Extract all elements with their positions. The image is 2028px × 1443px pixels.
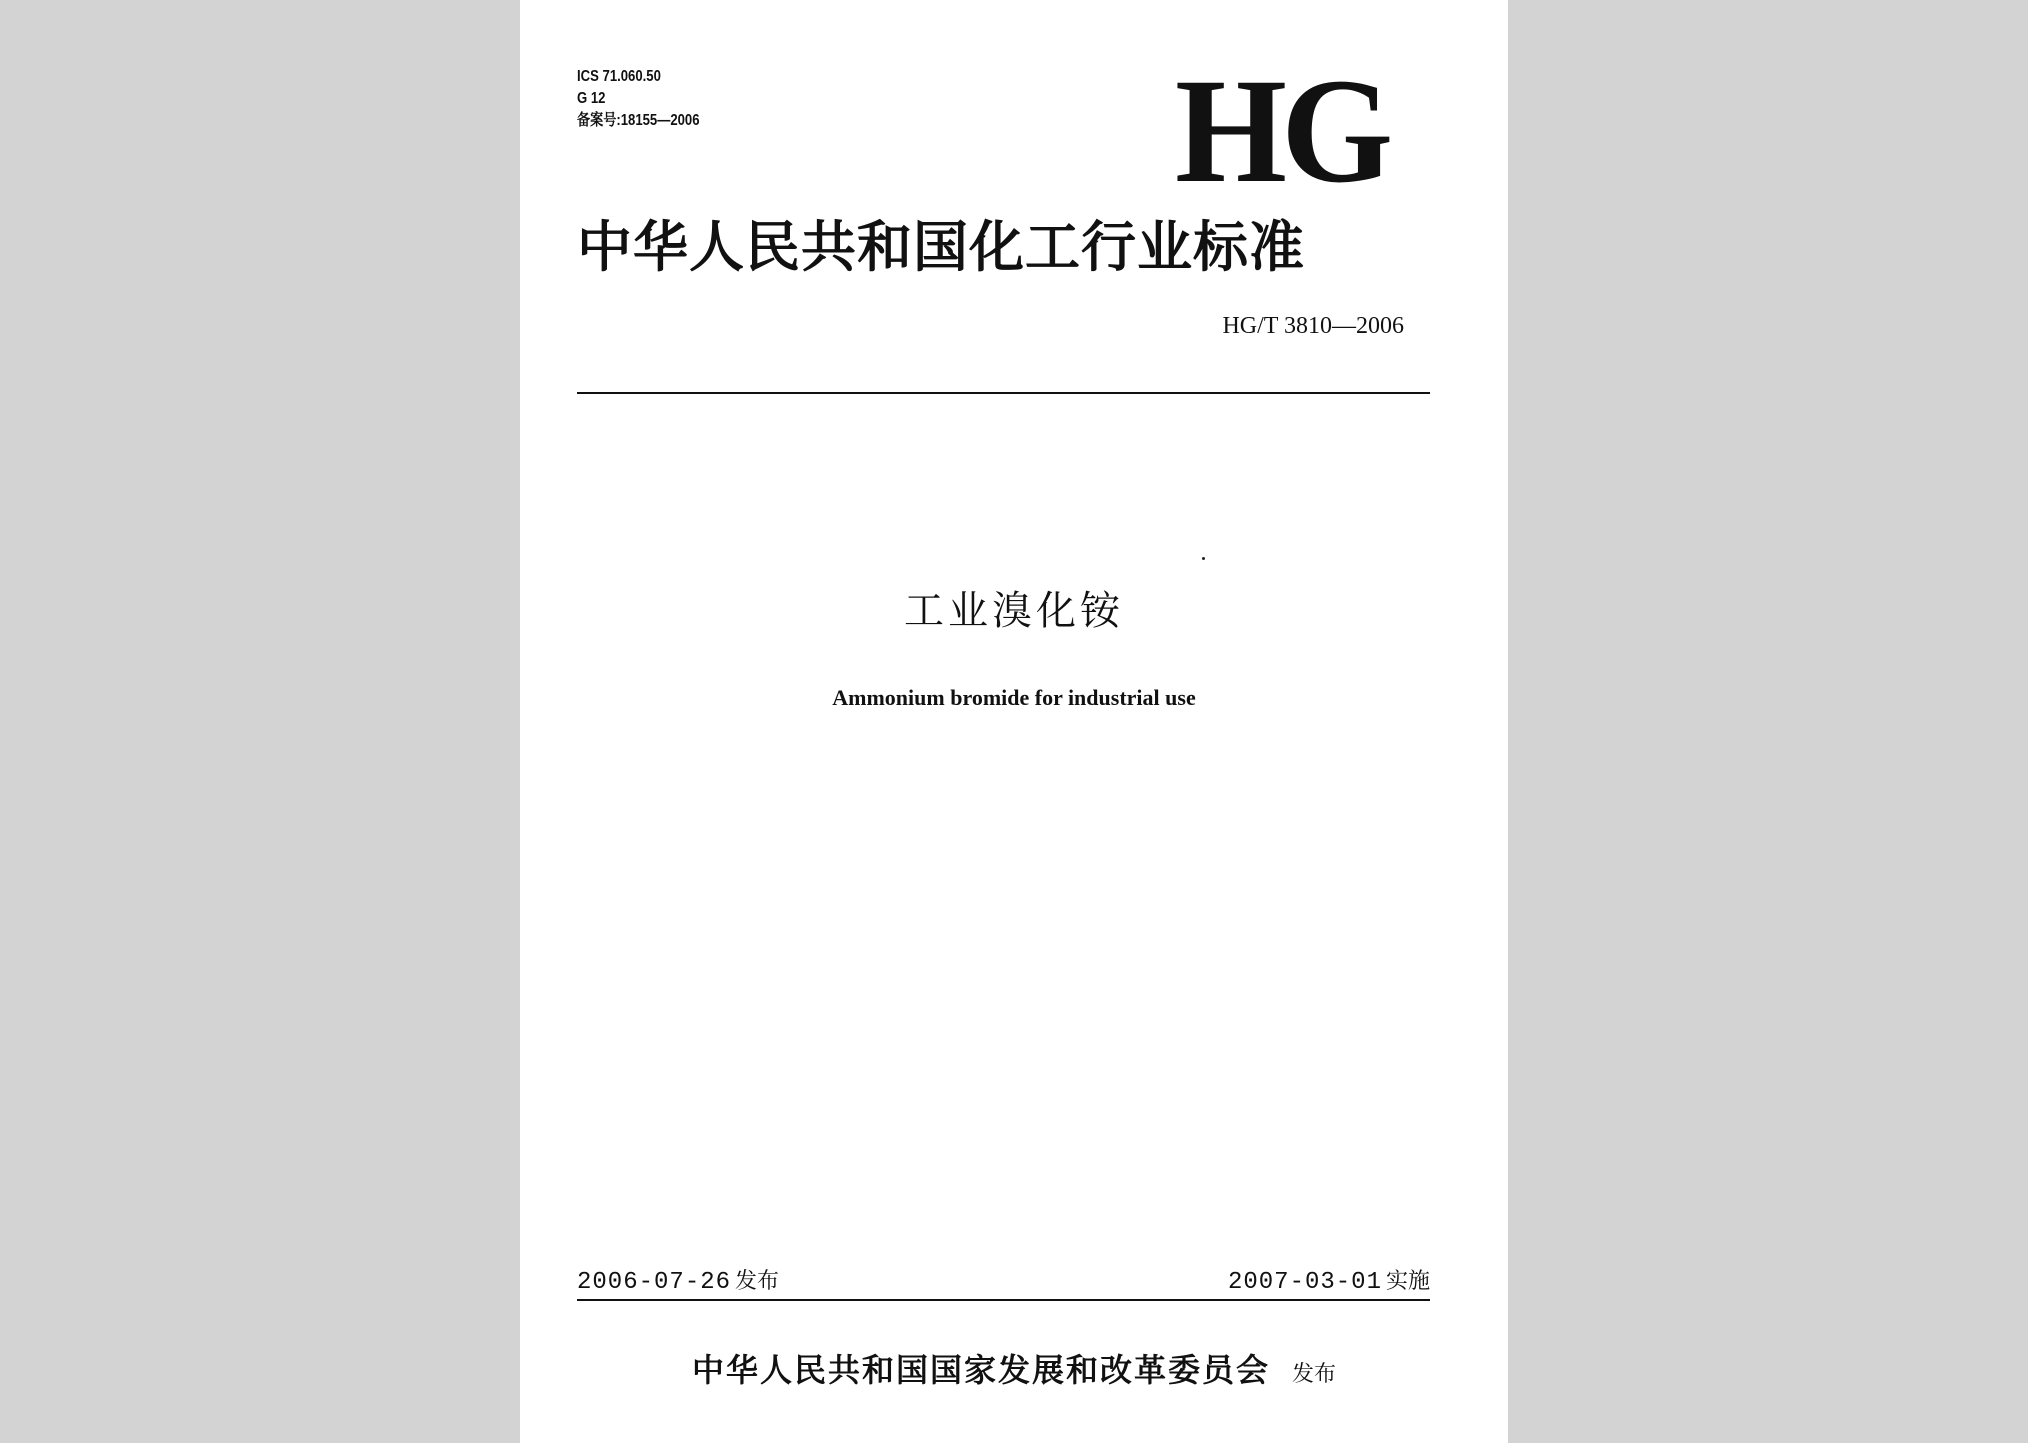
ccs-code: G 12 (577, 90, 606, 107)
top-divider (577, 392, 1430, 394)
issue-date: 2006-07-26 (577, 1269, 732, 1296)
hg-logo: HG (1175, 48, 1388, 214)
bottom-divider (577, 1299, 1430, 1301)
document-title-en: Ammonium bromide for industrial use (832, 685, 1196, 710)
effective-label: 实施 (1385, 1269, 1430, 1294)
effective-date: 2007-03-01 (1227, 1269, 1382, 1296)
ics-code: ICS 71.060.50 (577, 68, 661, 85)
issue-date-block (577, 1265, 779, 1298)
issue-label: 发布 (735, 1269, 780, 1294)
classification-block (577, 66, 700, 132)
standard-title: 中华人民共和国化工行业标准 (577, 215, 1306, 279)
filing-number: 备案号:18155—2006 (577, 112, 700, 129)
issuer-label: 发布 (1292, 1362, 1337, 1387)
document-title-cn: 工业溴化铵 (904, 588, 1124, 634)
document-page (520, 0, 1508, 1443)
standard-number: HG/T 3810—2006 (1222, 313, 1404, 339)
issuer-block (520, 1348, 1508, 1397)
effective-date-block (1228, 1265, 1430, 1298)
scan-speck (1202, 557, 1205, 560)
issuer-name: 中华人民共和国国家发展和改革委员会 (691, 1351, 1270, 1389)
